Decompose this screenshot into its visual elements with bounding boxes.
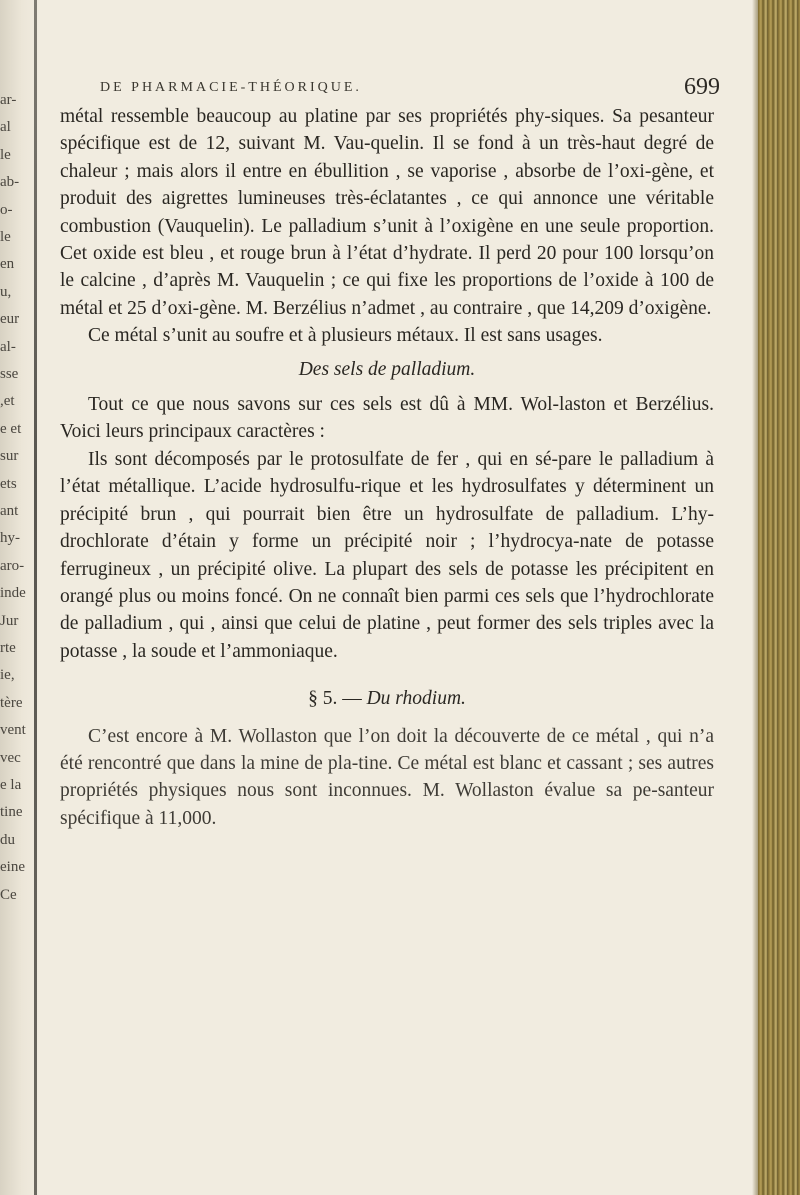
bleed-fragment: ,et xyxy=(0,393,15,410)
bleed-fragment: tine xyxy=(0,804,23,821)
bleed-fragment: le xyxy=(0,146,11,163)
bleed-fragment: sse xyxy=(0,366,19,382)
paragraph: métal ressemble beaucoup au platine par ses propriétés phy-siques. Sa pesanteur spécifique est de 12, suivant M. Vau-quelin. Il se fond à un très-haut degré de chaleur ; mais alors il entre en ébullition , se vaporise , absorbe de l’oxi-gène, et produit des aigrettes lumineuses très-éclatantes , ce qui annonce une véritable combustion (Vauquelin). Le palladium s’unit à l’oxigène en une seule proportion. Cet oxide est bleu , et rouge brun à l’état d’hydrate. Il perd 20 pour 100 lorsqu’on le calcine , d’après M. Vauquelin ; ce qui fixe les proportions de l’oxide à 100 de métal et 25 d’oxi-gène. M. Berzélius n’admet , au contraire , que 14,209 d’oxigène. xyxy=(60,106,714,319)
bleed-fragment: en xyxy=(0,256,15,273)
subheading: Des sels de palladium. xyxy=(298,358,476,380)
bleed-fragment: aro- xyxy=(0,557,25,574)
bleed-fragment: e la xyxy=(0,777,22,793)
bleed-fragment: ar- xyxy=(0,92,17,108)
bleed-fragment: eur xyxy=(0,311,20,328)
bleed-fragment: du xyxy=(0,831,15,848)
bleed-fragment: ie, xyxy=(0,667,15,684)
bleed-fragment: tère xyxy=(0,694,23,711)
facing-page-bleed xyxy=(0,0,34,1195)
page-header xyxy=(100,74,720,104)
paragraph: C’est encore à M. Wollaston que l’on doit la découverte de ce métal , qui n’a été rencontré que dans la mine de pla-tine. Ce métal est blanc et cassant ; ses autres propriétés physiques nous sont inconnues. M. Wollaston évalue sa pe-santeur spécifique à 11,000. xyxy=(60,725,714,829)
paragraph: Tout ce que nous savons sur ces sels est dû à MM. Wol-laston et Berzélius. Voici leurs principaux caractères : xyxy=(60,394,714,443)
paragraph: Ce métal s’unit au soufre et à plusieurs métaux. Il est sans usages. xyxy=(88,325,603,347)
bleed-fragment: ant xyxy=(0,503,19,519)
bleed-fragment: eine xyxy=(0,859,25,876)
bleed-fragment: vent xyxy=(0,722,26,739)
section-number: § 5. — xyxy=(308,688,362,710)
bleed-fragment: al xyxy=(0,119,11,136)
bleed-fragment: o- xyxy=(0,201,13,218)
bleed-fragment: vec xyxy=(0,749,21,766)
section-heading xyxy=(60,685,714,712)
page-number: 699 xyxy=(684,74,720,100)
book-spine xyxy=(34,0,37,1195)
paragraph: Ils sont décomposés par le protosulfate de fer , qui en sé-pare le palladium à l’état métallique. L’acide hydrosulfu-rique et les hydrosulfates y déterminent un précipité brun , qui pourrait bien être un hydrosulfate de palladium. L’hy-drochlorate d’étain y forme un précipité noir ; l’hydrocya-nate de potasse ferrugineux , un précipité olive. La plupart des sels de potasse les précipitent en orangé plus ou moins foncé. On ne connaît bien parmi ces sels que l’hydrochlorate de palladium , qui , ainsi que celui de platine , peut former des sels triples avec la potasse , la soude et l’ammoniaque. xyxy=(60,448,714,662)
bleed-fragment: e et xyxy=(0,420,22,437)
bleed-fragment: rte xyxy=(0,640,16,656)
section-title: Du rhodium. xyxy=(366,688,466,710)
bleed-fragment: u, xyxy=(0,283,12,300)
bleed-fragment: ab- xyxy=(0,174,20,191)
bleed-fragment: Jur xyxy=(0,612,19,629)
running-head: DE PHARMACIE-THÉORIQUE. xyxy=(100,80,362,95)
bleed-fragment: ets xyxy=(0,475,17,492)
bleed-fragment: inde xyxy=(0,585,26,602)
page-edge xyxy=(758,0,800,1195)
bleed-fragment: hy- xyxy=(0,530,20,547)
bleed-fragment: sur xyxy=(0,448,19,465)
bleed-fragment: Ce xyxy=(0,886,17,903)
bleed-fragment: al- xyxy=(0,338,16,355)
bleed-fragment: le xyxy=(0,229,11,245)
page-body xyxy=(60,103,714,832)
